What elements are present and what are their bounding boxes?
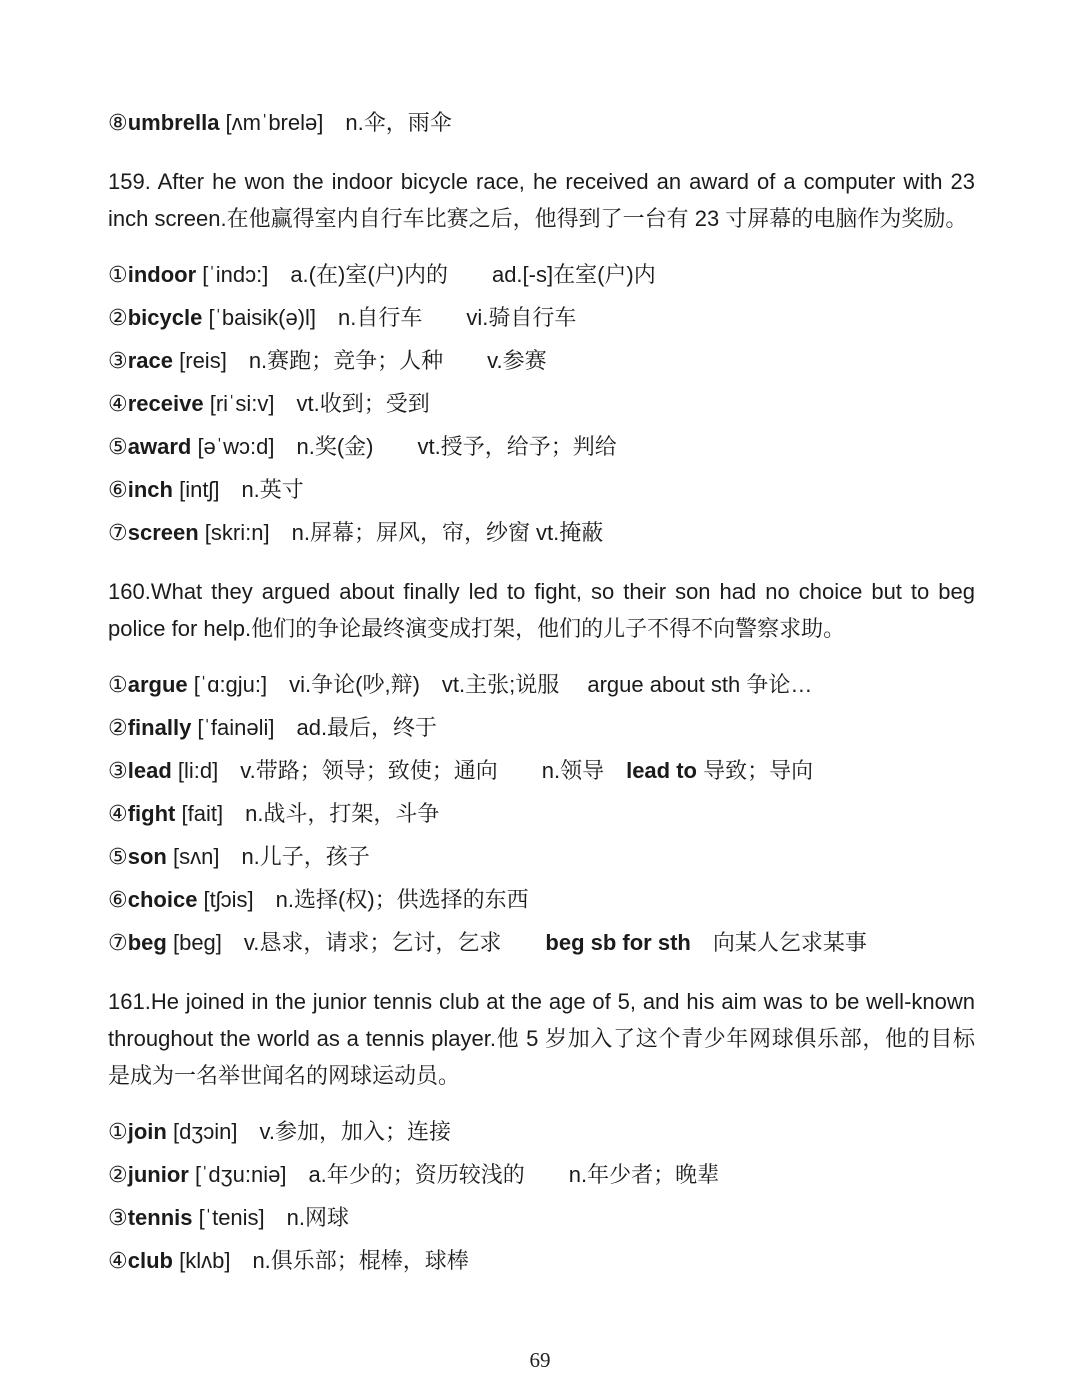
entry-index: ① — [108, 672, 128, 697]
entry-index: ⑥ — [108, 887, 128, 912]
phonetic: [dʒɔin] — [166, 1119, 238, 1144]
headword: race — [127, 348, 174, 373]
entry-index: ③ — [108, 758, 128, 783]
vocab-entry-indoor — [108, 253, 975, 296]
vocab-entry-inch — [108, 468, 975, 511]
entry-index: ⑧ — [108, 110, 128, 135]
vocab-entry-tennis — [108, 1196, 975, 1239]
entry-index: ① — [108, 262, 128, 287]
definition: n.赛跑；竞争；人种 v.参赛 — [226, 348, 547, 373]
vocab-entry-award — [108, 425, 975, 468]
phonetic: [ˈfainəli] — [191, 715, 275, 740]
vocab-entry-join — [108, 1110, 975, 1153]
definition: n.网球 — [264, 1205, 350, 1230]
entry-index: ④ — [108, 1248, 128, 1273]
vocab-entry-beg — [108, 921, 975, 964]
headword: finally — [127, 715, 192, 740]
definition: v.恳求，请求；乞讨，乞求 — [221, 930, 546, 955]
phonetic: [beg] — [166, 930, 222, 955]
definition: 导致；导向 — [696, 758, 814, 783]
entry-index: ① — [108, 1119, 128, 1144]
definition: 向某人乞求某事 — [690, 930, 867, 955]
headword: screen — [127, 520, 199, 545]
definition: vt.收到；受到 — [274, 391, 430, 416]
vocab-entry-finally — [108, 706, 975, 749]
definition: ad.最后，终于 — [274, 715, 438, 740]
definition: n.屏幕；屏风，帘，纱窗 vt.掩蔽 — [269, 520, 604, 545]
phonetic: [tʃɔis] — [197, 887, 254, 912]
vocab-entry-choice — [108, 878, 975, 921]
vocab-list-159 — [108, 253, 975, 554]
vocab-entry-race — [108, 339, 975, 382]
headword: son — [127, 844, 167, 869]
phonetic: [sʌn] — [166, 844, 220, 869]
phrase: lead to — [626, 758, 697, 783]
vocab-entry-argue — [108, 663, 975, 706]
phonetic: [ˈindɔ:] — [196, 262, 269, 287]
vocab-entry-screen — [108, 511, 975, 554]
headword: award — [127, 434, 192, 459]
vocab-list-161 — [108, 1110, 975, 1282]
definition: n.儿子，孩子 — [219, 844, 370, 869]
headword: junior — [127, 1162, 189, 1187]
sentence-paragraph-160: 160.What they argued about finally led to fight, so their son had no choice but to beg police for help.他们的争论最终演变成打架，他们的儿子不得不向警察求助。 — [108, 579, 975, 641]
phonetic: [ˈɑ:gju:] — [187, 672, 268, 697]
phonetic: [ˈbaisik(ə)l] — [202, 305, 317, 330]
sentence-paragraph-161: 161.He joined in the junior tennis club at the age of 5, and his aim was to be well-known throughout the world as a tennis player.他 5 岁加入了这个青少年网球俱乐部，他的目标是成为一名举世闻名的网球运动员。 — [108, 989, 975, 1088]
phonetic: [klʌb] — [172, 1248, 231, 1273]
phonetic: [ʌmˈbrelə] — [219, 110, 324, 135]
definition: a.(在)室(户)内的 ad.[-s]在室(户)内 — [268, 262, 656, 287]
entry-index: ③ — [108, 1205, 128, 1230]
entry-index: ② — [108, 305, 128, 330]
definition: vi.争论(吵,辩) vt.主张;说服 argue about sth 争论… — [267, 672, 813, 697]
sentence-paragraph-159: 159. After he won the indoor bicycle race, he received an award of a computer with 23 inch screen.在他赢得室内自行车比赛之后，他得到了一台有 23 寸屏幕的电脑作为奖励。 — [108, 169, 975, 231]
vocab-entry-junior — [108, 1153, 975, 1196]
phonetic: [reis] — [173, 348, 227, 373]
headword: fight — [127, 801, 176, 826]
entry-index: ④ — [108, 801, 128, 826]
headword: lead — [127, 758, 172, 783]
headword: argue — [127, 672, 188, 697]
vocab-entry-fight — [108, 792, 975, 835]
entry-index: ② — [108, 715, 128, 740]
headword: club — [127, 1248, 173, 1273]
phonetic: [li:d] — [171, 758, 219, 783]
phonetic: [ˈdʒu:niə] — [188, 1162, 287, 1187]
phonetic: [ˈtenis] — [192, 1205, 265, 1230]
phonetic: [riˈsi:v] — [203, 391, 275, 416]
definition: n.选择(权)；供选择的东西 — [253, 887, 529, 912]
vocab-entry-lead — [108, 749, 975, 792]
phonetic: [skri:n] — [198, 520, 270, 545]
definition: n.战斗，打架，斗争 — [223, 801, 440, 826]
headword: receive — [127, 391, 204, 416]
entry-index: ⑥ — [108, 477, 128, 502]
entry-index: ③ — [108, 348, 128, 373]
headword: join — [127, 1119, 167, 1144]
headword: choice — [127, 887, 198, 912]
phonetic: [fait] — [175, 801, 224, 826]
definition: n.英寸 — [219, 477, 304, 502]
definition: v.参加，加入；连接 — [237, 1119, 452, 1144]
vocab-entry-umbrella — [108, 101, 975, 144]
entry-index: ⑤ — [108, 434, 128, 459]
definition: v.带路；领导；致使；通向 n.领导 — [218, 758, 627, 783]
headword: indoor — [127, 262, 197, 287]
phonetic: [intʃ] — [172, 477, 220, 502]
definition: n.俱乐部；棍棒，球棒 — [230, 1248, 469, 1273]
definition: n.奖(金) vt.授予，给予；判给 — [274, 434, 617, 459]
headword: bicycle — [127, 305, 203, 330]
vocab-entry-receive — [108, 382, 975, 425]
vocab-list-160 — [108, 663, 975, 964]
entry-index: ② — [108, 1162, 128, 1187]
vocab-entry-bicycle — [108, 296, 975, 339]
page-number: 69 — [529, 1348, 551, 1372]
headword: beg — [127, 930, 167, 955]
vocab-list-158-tail — [108, 101, 975, 144]
phrase: beg sb for sth — [545, 930, 691, 955]
entry-index: ⑤ — [108, 844, 128, 869]
entry-index: ⑦ — [108, 930, 128, 955]
definition: n.伞，雨伞 — [323, 110, 452, 135]
headword: umbrella — [127, 110, 220, 135]
headword: inch — [127, 477, 173, 502]
headword: tennis — [127, 1205, 193, 1230]
phonetic: [əˈwɔ:d] — [191, 434, 275, 459]
entry-index: ④ — [108, 391, 128, 416]
vocab-entry-son — [108, 835, 975, 878]
entry-index: ⑦ — [108, 520, 128, 545]
definition: n.自行车 vi.骑自行车 — [316, 305, 577, 330]
definition: a.年少的；资历较浅的 n.年少者；晚辈 — [286, 1162, 720, 1187]
vocab-entry-club — [108, 1239, 975, 1282]
